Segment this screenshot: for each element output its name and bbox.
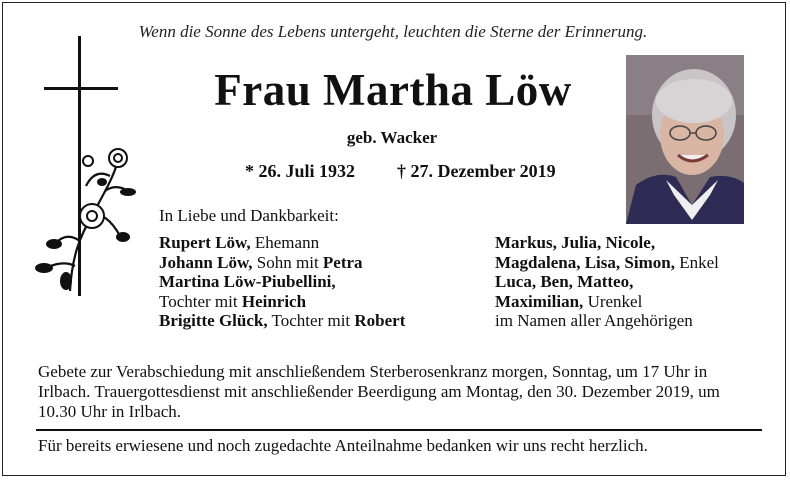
mourners-left-column [159,233,405,331]
mourner-line: Johann Löw, Sohn mit Petra [159,252,363,272]
birth-name: geb. Wacker [346,128,438,147]
mourner-line: Markus, Julia, Nicole, [495,233,656,252]
mourner-line: Tochter mit Heinrich [159,291,307,311]
dedication-intro: In Liebe und Dankbarkeit: [159,206,339,225]
mourner-line: Maximilian, Urenkel [495,291,643,311]
mourner-line: Rupert Löw, Ehemann [159,233,320,252]
memorial-quote: Wenn die Sonne des Lebens untergeht, leuchten die Sterne der Erinnerung. [138,22,648,41]
mourner-line: Luca, Ben, Matteo, [495,272,634,291]
mourner-line: Magdalena, Lisa, Simon, Enkel [495,252,719,272]
birth-date: * 26. Juli 1932 [245,161,356,181]
mourner-line: Brigitte Glück, Tochter mit Robert [159,311,406,330]
portrait-photo [626,55,744,224]
mourner-line: Martina Löw-Piubellini, [159,272,336,291]
funeral-notice: Gebete zur Verabschiedung mit anschließendem Sterberosenkranz morgen, Sonntag, um 17 Uhr in Irlbach. Trauergottesdienst mit anschließender Beerdigung am Montag, den 30. Dezember 2019, um 10.30 Uhr in Irlbach. [38,362,720,421]
mourners-right-column [495,233,719,331]
deceased-name: Frau Martha Löw [214,65,572,115]
mourner-line: im Namen aller Angehörigen [495,311,693,330]
thanks-line: Für bereits erwiesene und noch zugedachte Anteilnahme bedanken wir uns recht herzlich. [38,436,648,455]
divider [36,429,762,431]
death-date: † 27. Dezember 2019 [397,161,556,181]
